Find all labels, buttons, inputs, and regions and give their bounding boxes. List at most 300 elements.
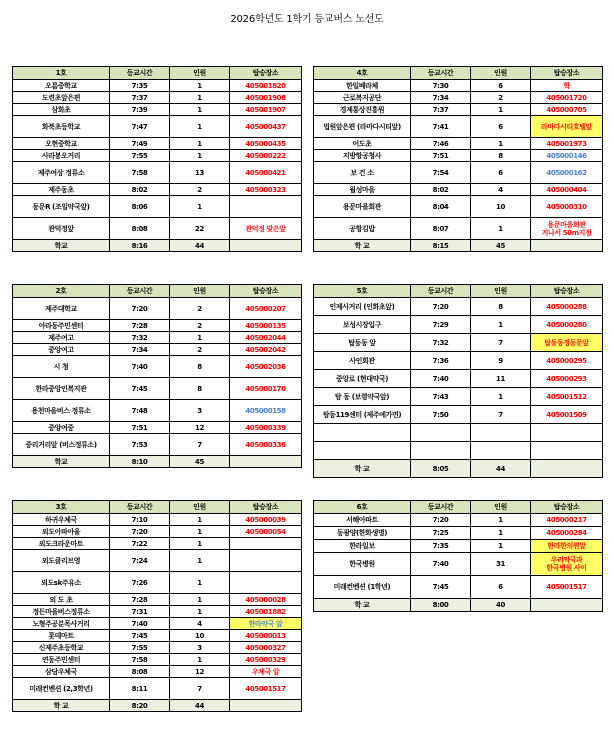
table-row (13, 196, 302, 218)
table-row (314, 162, 603, 184)
departure-time (411, 442, 471, 460)
table-row (314, 80, 603, 92)
stop-code: 405001882 (230, 606, 302, 618)
school-label: 학교 (13, 456, 110, 468)
stop-code (230, 550, 302, 572)
departure-time: 8:06 (110, 196, 170, 218)
stop-name: 서해아파트 (314, 514, 411, 527)
route-table (12, 284, 302, 468)
stop-name: 도련초앞은편 (13, 92, 110, 104)
stop-code: 관덕정 맞은앞 (230, 218, 302, 240)
stop-name: 미래컨벤션 (1학년) (314, 576, 411, 599)
table-row (314, 104, 603, 116)
column-header-time: 등교시간 (411, 67, 471, 80)
departure-time: 8:02 (411, 184, 471, 196)
table-row (13, 606, 302, 618)
table-row (13, 538, 302, 550)
departure-time: 7:29 (411, 316, 471, 334)
departure-time: 8:08 (110, 218, 170, 240)
column-header-time: 등교시간 (110, 67, 170, 80)
table-row (314, 406, 603, 424)
passenger-count: 1 (170, 80, 230, 92)
table-header-row (314, 285, 603, 298)
column-header-stop-code: 탑승장소 (230, 285, 302, 298)
passenger-count: 1 (471, 138, 531, 150)
arrival-time: 8:00 (411, 599, 471, 612)
passenger-count: 13 (170, 162, 230, 184)
passenger-count: 12 (170, 666, 230, 678)
table-row (13, 550, 302, 572)
stop-name: 탐동119센터 (제주에가면) (314, 406, 411, 424)
stop-code: 405000170 (230, 378, 302, 400)
departure-time: 8:04 (411, 196, 471, 218)
table-row (314, 370, 603, 388)
table-row (13, 162, 302, 184)
column-header-count: 인원 (471, 501, 531, 514)
departure-time: 7:58 (110, 654, 170, 666)
stop-name: 외도아파아울 (13, 526, 110, 538)
departure-time: 7:40 (411, 553, 471, 576)
table-row (314, 184, 603, 196)
departure-time: 7:30 (411, 80, 471, 92)
table-row (314, 388, 603, 406)
table-row (314, 576, 603, 599)
total-count: 45 (170, 456, 230, 468)
stop-code: 405001517 (230, 678, 302, 700)
departure-time: 7:20 (110, 298, 170, 320)
passenger-count: 10 (471, 196, 531, 218)
departure-time: 7:51 (411, 150, 471, 162)
school-label: 학 교 (314, 599, 411, 612)
table-row (13, 422, 302, 434)
passenger-count: 8 (471, 150, 531, 162)
passenger-count: 1 (170, 572, 230, 594)
column-header-time: 등교시간 (411, 285, 471, 298)
stop-name: 용천마을버스 정류소 (13, 400, 110, 422)
stop-name: 중앙로 (현대약국) (314, 370, 411, 388)
stop-code: 405001512 (531, 388, 603, 406)
stop-name: 용문마을회관 (314, 196, 411, 218)
departure-time: 8:07 (411, 218, 471, 240)
departure-time: 7:40 (411, 370, 471, 388)
departure-time: 7:25 (411, 527, 471, 540)
stop-name: 보 건 소 (314, 162, 411, 184)
school-arrival-row (314, 240, 603, 252)
stop-code: 405000162 (531, 162, 603, 184)
table-row (314, 116, 603, 138)
passenger-count: 1 (471, 316, 531, 334)
school-arrival-row (13, 240, 302, 252)
column-header-time: 등교시간 (110, 285, 170, 298)
empty-cell (531, 240, 603, 252)
column-header-count: 인원 (170, 501, 230, 514)
table-row (314, 442, 603, 460)
passenger-count: 6 (471, 576, 531, 599)
stop-code: 405001509 (531, 406, 603, 424)
passenger-count: 8 (170, 378, 230, 400)
stop-code: 우리약국과 한국병원 사이 (531, 553, 603, 576)
departure-time: 7:24 (110, 550, 170, 572)
stop-name: 한라일보 (314, 540, 411, 553)
departure-time: 7:34 (411, 92, 471, 104)
passenger-count: 22 (170, 218, 230, 240)
column-header-stop-code: 탑승장소 (531, 501, 603, 514)
stop-code: 우체국 앞 (230, 666, 302, 678)
stop-code: 405001907 (230, 104, 302, 116)
passenger-count: 1 (170, 594, 230, 606)
route-table (313, 66, 603, 252)
table-row (314, 298, 603, 316)
stop-name: 삼담우체국 (13, 666, 110, 678)
stop-name (314, 424, 411, 442)
passenger-count: 4 (170, 618, 230, 630)
stop-code: 405000146 (531, 150, 603, 162)
passenger-count: 1 (471, 218, 531, 240)
stop-name: 외 도 초 (13, 594, 110, 606)
stop-name: 동문R (조일약국앞) (13, 196, 110, 218)
school-arrival-row (314, 599, 603, 612)
departure-time: 7:58 (110, 162, 170, 184)
stop-name: 제주여고 (13, 332, 110, 344)
stop-name (314, 442, 411, 460)
empty-cell (230, 456, 302, 468)
stop-name: 사인회관 (314, 352, 411, 370)
passenger-count: 7 (170, 678, 230, 700)
departure-time: 7:45 (110, 378, 170, 400)
stop-code: 405000054 (230, 526, 302, 538)
departure-time: 7:20 (411, 298, 471, 316)
page-title: 2026학년도 1학기 등교버스 노선도 (230, 14, 384, 25)
route-name: 2호 (13, 285, 110, 298)
departure-time: 7:48 (110, 400, 170, 422)
school-arrival-row (13, 456, 302, 468)
stop-code: 405001720 (531, 92, 603, 104)
stop-code: 405000135 (230, 320, 302, 332)
stop-name: 경제통상진흥원 (314, 104, 411, 116)
stop-code (531, 424, 603, 442)
stop-name: 중앙여고 (13, 344, 110, 356)
table-row (314, 424, 603, 442)
departure-time: 7:22 (110, 538, 170, 550)
stop-name: 미래컨벤션 (2,3학년) (13, 678, 110, 700)
departure-time: 7:40 (110, 356, 170, 378)
school-arrival-row (13, 700, 302, 712)
stop-name: 삼화초 (13, 104, 110, 116)
stop-code: 405000013 (230, 630, 302, 642)
passenger-count: 1 (471, 527, 531, 540)
stop-code: 405001820 (230, 80, 302, 92)
departure-time: 7:28 (110, 594, 170, 606)
table-header-row (13, 285, 302, 298)
stop-name: 법원앞은편 (라마다시티앞) (314, 116, 411, 138)
stop-name: 한국병원 (314, 553, 411, 576)
stop-code: 한라약국 앞 (230, 618, 302, 630)
stop-name: 어도초 (314, 138, 411, 150)
stop-code: 한라한의원앞 (531, 540, 603, 553)
table-row (314, 334, 603, 352)
passenger-count: 1 (170, 150, 230, 162)
stop-code (230, 196, 302, 218)
stop-name: 동광양(한화생명) (314, 527, 411, 540)
departure-time: 7:39 (110, 104, 170, 116)
passenger-count (471, 424, 531, 442)
stop-code: 405002044 (230, 332, 302, 344)
stop-code: 405000437 (230, 116, 302, 138)
table-row (13, 138, 302, 150)
table-row (13, 526, 302, 538)
column-header-stop-code: 탑승장소 (531, 67, 603, 80)
departure-time: 7:26 (110, 572, 170, 594)
table-header-row (314, 67, 603, 80)
passenger-count: 2 (471, 92, 531, 104)
school-label: 학교 (13, 240, 110, 252)
stop-name: 정든마을버스정류소 (13, 606, 110, 618)
table-row (13, 298, 302, 320)
arrival-time: 8:10 (110, 456, 170, 468)
route-table (12, 500, 302, 712)
arrival-time: 8:20 (110, 700, 170, 712)
departure-time: 7:37 (411, 104, 471, 116)
stop-name: 한일베라체 (314, 80, 411, 92)
stop-code: 405002036 (230, 356, 302, 378)
stop-code: 탑동동정동문앞 (531, 334, 603, 352)
stop-code: 405000039 (230, 514, 302, 526)
passenger-count: 2 (170, 344, 230, 356)
total-count: 45 (471, 240, 531, 252)
arrival-time: 8:16 (110, 240, 170, 252)
passenger-count: 1 (471, 514, 531, 527)
passenger-count: 2 (170, 184, 230, 196)
route-name: 1호 (13, 67, 110, 80)
departure-time: 7:36 (411, 352, 471, 370)
passenger-count: 9 (471, 352, 531, 370)
departure-time: 7:20 (110, 526, 170, 538)
table-row (13, 332, 302, 344)
stop-name: 근로복지공단 (314, 92, 411, 104)
stop-name: 제주여상 정류소 (13, 162, 110, 184)
passenger-count: 11 (471, 370, 531, 388)
total-count: 44 (170, 240, 230, 252)
stop-code: 405000284 (531, 527, 603, 540)
stop-code: 405000329 (230, 654, 302, 666)
departure-time: 7:28 (110, 320, 170, 332)
passenger-count: 1 (170, 196, 230, 218)
departure-time: 8:02 (110, 184, 170, 196)
departure-time: 7:49 (110, 138, 170, 150)
table-row (13, 400, 302, 422)
empty-cell (531, 460, 603, 478)
stop-name: 오름중학교 (13, 80, 110, 92)
passenger-count: 1 (170, 550, 230, 572)
stop-name: 외도클리브영 (13, 550, 110, 572)
stop-code: 405000295 (531, 352, 603, 370)
stop-code: 405000293 (531, 370, 603, 388)
empty-cell (531, 599, 603, 612)
route-name: 6호 (314, 501, 411, 514)
stop-name: 탐 동 (보령약국앞) (314, 388, 411, 406)
total-count: 44 (471, 460, 531, 478)
passenger-count: 6 (471, 80, 531, 92)
stop-name: 공항김밥 (314, 218, 411, 240)
column-header-count: 인원 (170, 67, 230, 80)
passenger-count: 1 (471, 388, 531, 406)
stop-code: 405000288 (531, 298, 603, 316)
school-label: 학 교 (13, 700, 110, 712)
column-header-time: 등교시간 (110, 501, 170, 514)
school-label: 학 교 (314, 240, 411, 252)
table-row (13, 630, 302, 642)
table-row (13, 594, 302, 606)
table-row (13, 184, 302, 196)
school-arrival-row (314, 460, 603, 478)
passenger-count: 1 (170, 138, 230, 150)
stop-name: 롯데마트 (13, 630, 110, 642)
passenger-count: 7 (471, 406, 531, 424)
passenger-count: 1 (170, 514, 230, 526)
column-header-stop-code: 탑승장소 (230, 67, 302, 80)
departure-time: 7:31 (110, 606, 170, 618)
departure-time: 7:45 (110, 630, 170, 642)
departure-time: 7:47 (110, 116, 170, 138)
stop-name: 제주동초 (13, 184, 110, 196)
stop-code: 405000421 (230, 162, 302, 184)
passenger-count: 7 (170, 434, 230, 456)
passenger-count: 6 (471, 162, 531, 184)
departure-time: 8:08 (110, 666, 170, 678)
column-header-stop-code: 탑승장소 (531, 285, 603, 298)
passenger-count: 2 (170, 298, 230, 320)
table-row (13, 642, 302, 654)
departure-time: 7:41 (411, 116, 471, 138)
total-count: 44 (170, 700, 230, 712)
departure-time: 7:40 (110, 618, 170, 630)
passenger-count: 1 (170, 538, 230, 550)
departure-time: 7:32 (411, 334, 471, 352)
passenger-count: 4 (471, 184, 531, 196)
empty-cell (230, 700, 302, 712)
stop-code: 405000280 (531, 316, 603, 334)
empty-cell (230, 240, 302, 252)
table-row (13, 514, 302, 526)
stop-code: 405000339 (230, 422, 302, 434)
stop-code: 405000217 (531, 514, 603, 527)
total-count: 40 (471, 599, 531, 612)
stop-name: 하귀우체국 (13, 514, 110, 526)
table-row (314, 540, 603, 553)
stop-name: 보성시장입구 (314, 316, 411, 334)
table-row (13, 678, 302, 700)
passenger-count: 8 (170, 356, 230, 378)
table-row (314, 514, 603, 527)
passenger-count (471, 442, 531, 460)
route-name: 4호 (314, 67, 411, 80)
departure-time: 7:51 (110, 422, 170, 434)
departure-time: 7:45 (411, 576, 471, 599)
route-table (313, 500, 603, 612)
stop-code: 405000336 (230, 434, 302, 456)
stop-code: 405000158 (230, 400, 302, 422)
table-row (314, 316, 603, 334)
table-header-row (13, 501, 302, 514)
departure-time: 7:35 (411, 540, 471, 553)
stop-name: 시 청 (13, 356, 110, 378)
stop-name: 중리거리앞 (버스정류소) (13, 434, 110, 456)
stop-code: 405000207 (230, 298, 302, 320)
stop-code: 용문마을회관 지나서 50m지점 (531, 218, 603, 240)
departure-time: 8:11 (110, 678, 170, 700)
passenger-count: 1 (170, 104, 230, 116)
column-header-time: 등교시간 (411, 501, 471, 514)
stop-code: 405000404 (531, 184, 603, 196)
column-header-stop-code: 탑승장소 (230, 501, 302, 514)
column-header-count: 인원 (471, 67, 531, 80)
table-row (13, 356, 302, 378)
stop-code: 405000323 (230, 184, 302, 196)
departure-time (411, 424, 471, 442)
table-row (13, 92, 302, 104)
stop-name: 인제사거리 (인화초앞) (314, 298, 411, 316)
stop-name: 아라동주민센터 (13, 320, 110, 332)
table-header-row (13, 67, 302, 80)
departure-time: 7:32 (110, 332, 170, 344)
table-row (314, 150, 603, 162)
passenger-count: 10 (170, 630, 230, 642)
stop-name: 중앙여중 (13, 422, 110, 434)
table-row (314, 553, 603, 576)
passenger-count: 12 (170, 422, 230, 434)
passenger-count: 6 (471, 116, 531, 138)
stop-code: 405001973 (531, 138, 603, 150)
stop-name: 오현중학교 (13, 138, 110, 150)
stop-code: 405000310 (531, 196, 603, 218)
table-row (13, 320, 302, 332)
stop-code: 학 (531, 80, 603, 92)
passenger-count: 31 (471, 553, 531, 576)
route-name: 5호 (314, 285, 411, 298)
stop-name: 제주대학교 (13, 298, 110, 320)
stop-name: 지방항공청사 (314, 150, 411, 162)
passenger-count: 1 (170, 116, 230, 138)
table-row (314, 527, 603, 540)
table-row (314, 352, 603, 370)
passenger-count: 1 (170, 654, 230, 666)
departure-time: 7:10 (110, 514, 170, 526)
departure-time: 7:20 (411, 514, 471, 527)
stop-name: 연동주민센터 (13, 654, 110, 666)
passenger-count: 1 (471, 540, 531, 553)
departure-time: 7:43 (411, 388, 471, 406)
stop-name: 노형주공분목사거리 (13, 618, 110, 630)
stop-code (230, 538, 302, 550)
stop-code: 405000327 (230, 642, 302, 654)
passenger-count: 3 (170, 400, 230, 422)
table-row (314, 196, 603, 218)
table-row (13, 434, 302, 456)
departure-time: 7:53 (110, 434, 170, 456)
stop-code: 405001908 (230, 92, 302, 104)
table-header-row (314, 501, 603, 514)
departure-time: 7:55 (110, 642, 170, 654)
passenger-count: 1 (170, 332, 230, 344)
table-row (13, 618, 302, 630)
stop-code (230, 572, 302, 594)
passenger-count: 1 (170, 92, 230, 104)
table-row (314, 218, 603, 240)
departure-time: 7:35 (110, 80, 170, 92)
passenger-count: 3 (170, 642, 230, 654)
departure-time: 7:34 (110, 344, 170, 356)
table-row (13, 666, 302, 678)
